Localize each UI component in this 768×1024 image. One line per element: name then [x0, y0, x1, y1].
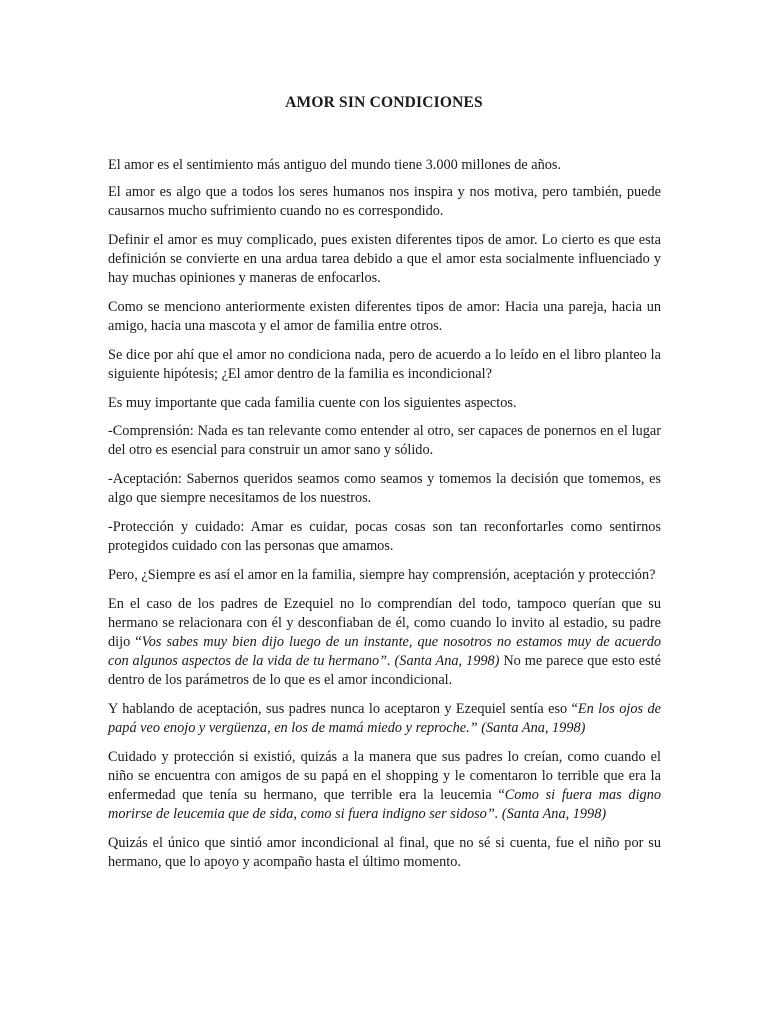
paragraph: -Comprensión: Nada es tan relevante como entender al otro, ser capaces de ponernos en el lugar del otro es esencial para construir un amor sano y sólido.	[108, 423, 661, 458]
paragraph: Se dice por ahí que el amor no condiciona nada, pero de acuerdo a lo leído en el libro planteo la siguiente hipótesis; ¿El amor dentro de la familia es incondicional?	[108, 347, 661, 382]
paragraph-aceptacion	[108, 700, 661, 738]
paragraph-ezequiel	[108, 595, 661, 690]
paragraph-text: Y hablando de aceptación, sus padres nunca lo aceptaron y Ezequiel sentía eso “	[108, 701, 578, 717]
paragraph: Definir el amor es muy complicado, pues existen diferentes tipos de amor. Lo cierto es que esta definición se convierte en una ardua tarea debido a que el amor esta socialmente influenciado y hay muchas opiniones y maneras de enfocarlos.	[108, 232, 661, 286]
paragraph: -Aceptación: Sabernos queridos seamos como seamos y tomemos la decisión que tomemos, es algo que siempre necesitamos de los nuestros.	[108, 471, 661, 506]
paragraph: Pero, ¿Siempre es así el amor en la familia, siempre hay comprensión, aceptación y protección?	[108, 567, 656, 583]
document-title: AMOR SIN CONDICIONES	[285, 94, 483, 111]
paragraph: -Protección y cuidado: Amar es cuidar, pocas cosas son tan reconfortarles como sentirnos protegidos cuidado con las personas que amamos.	[108, 519, 661, 554]
paragraph: Quizás el único que sintió amor incondicional al final, que no sé si cuenta, fue el niño por su hermano, que lo apoyo y acompaño hasta el último momento.	[108, 835, 661, 870]
quote-text: Como si fuera mas digno morirse de leucemia que de sida, como si fuera indigno ser sidoso”. (Santa Ana, 1998)	[108, 787, 661, 822]
paragraph: El amor es algo que a todos los seres humanos nos inspira y nos motiva, pero también, puede causarnos mucho sufrimiento cuando no es correspondido.	[108, 184, 661, 219]
paragraph: Como se menciono anteriormente existen diferentes tipos de amor: Hacia una pareja, hacia un amigo, hacia una mascota y el amor de familia entre otros.	[108, 299, 661, 334]
document-body	[108, 156, 661, 882]
paragraph-text: Cuidado y protección si existió, quizás a la manera que sus padres lo creían, como cuando el niño se encuentra con amigos de su papá en el shopping y le comentaron lo terrible que era la enfermedad que tenía su hermano, que terrible era la leucemia “	[108, 749, 661, 803]
quote-text: En los ojos de papá veo enojo y vergüenza, en los de mamá miedo y reproche.” (Santa Ana, 1998)	[108, 701, 661, 736]
paragraph: Es muy importante que cada familia cuente con los siguientes aspectos.	[108, 395, 517, 411]
paragraph-cuidado	[108, 748, 661, 824]
paragraph-text: No me parece que esto esté dentro de los parámetros de lo que es el amor incondicional.	[108, 653, 662, 688]
paragraph-text: En el caso de los padres de Ezequiel no lo comprendían del todo, tampoco querían que su hermano se relacionara con él y desconfiaban de él, como cuando lo invito al estadio, su padre dijo “	[108, 596, 661, 650]
quote-text: Vos sabes muy bien dijo luego de un instante, que nosotros no estamos muy de acuerdo con algunos aspectos de la vida de tu hermano”. (Santa Ana, 1998)	[108, 634, 661, 669]
paragraph: El amor es el sentimiento más antiguo del mundo tiene 3.000 millones de años.	[108, 157, 562, 173]
